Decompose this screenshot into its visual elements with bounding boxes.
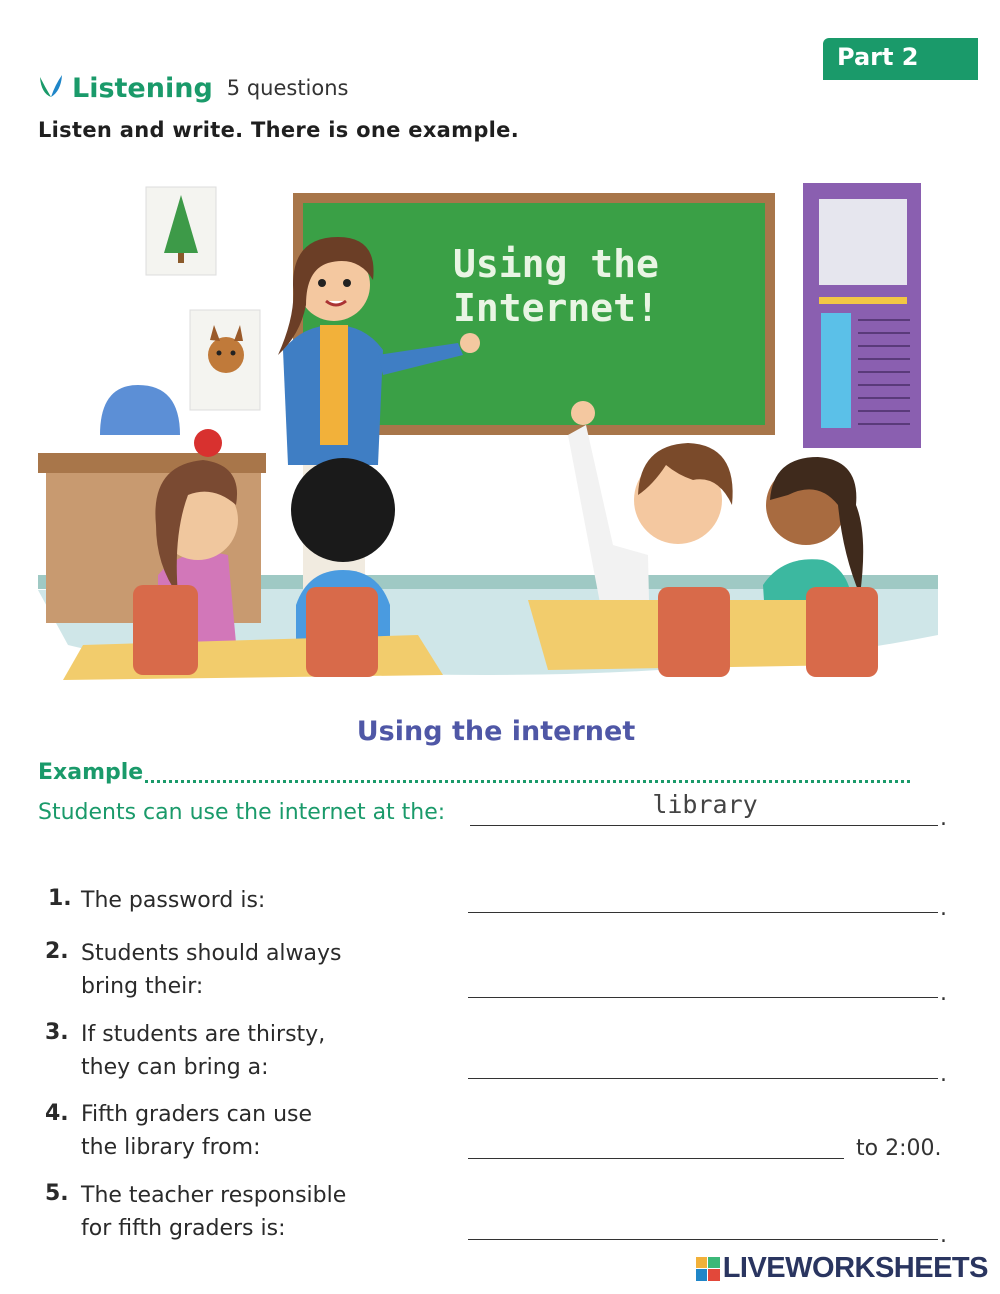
answer-4-suffix: to 2:00. [856,1136,942,1161]
example-question: Students can use the internet at the: [38,800,446,825]
answer-5-period: . [940,1223,947,1248]
worksheet-title: Using the internet [356,716,636,747]
answer-1-period: . [940,896,947,921]
example-answer: library [652,790,758,819]
answer-4-field[interactable] [468,1158,844,1159]
example-answer-line [470,825,938,826]
answer-5-field[interactable] [468,1239,938,1240]
question-3-text-line2: they can bring a: [81,1055,269,1080]
instruction: Listen and write. There is one example. [38,118,519,142]
answer-2-period: . [940,981,947,1006]
example-label: Example [38,760,144,785]
classroom-illustration [38,175,938,680]
answer-3-period: . [940,1062,947,1087]
question-2-text-line2: bring their: [81,974,204,999]
liveworksheets-logo-icon [696,1257,720,1281]
question-3-text-line1: If students are thirsty, [81,1022,326,1047]
answer-2-field[interactable] [468,997,938,998]
question-5-text-line1: The teacher responsible [81,1183,347,1208]
question-4-text-line2: the library from: [81,1135,261,1160]
section-title: Listening [72,72,213,104]
brand-name: LIVEWORKSHEETS [722,1252,988,1284]
section-header [38,68,349,108]
question-4-number: 4. [45,1101,69,1126]
question-4-text-line1: Fifth graders can use [81,1102,313,1127]
purple-cabinet [803,183,921,448]
question-count: 5 questions [226,76,349,100]
question-5-number: 5. [45,1181,69,1206]
example-divider [145,780,910,783]
example-period: . [940,806,947,831]
question-1-text: The password is: [81,888,266,913]
dog-poster [190,310,260,410]
tree-poster [146,187,216,275]
board-text-line2: Internet! [453,286,659,330]
question-2-number: 2. [45,939,69,964]
question-2-text-line1: Students should always [81,941,342,966]
question-3-number: 3. [45,1020,69,1045]
brand-logo[interactable] [696,1252,988,1285]
board-text-line1: Using the [453,242,659,286]
leaf-icon [38,73,64,103]
question-1-number: 1. [48,886,72,911]
question-5-text-line2: for fifth graders is: [81,1216,286,1241]
answer-1-field[interactable] [468,912,938,913]
part-label: Part 2 [823,38,978,80]
answer-3-field[interactable] [468,1078,938,1079]
